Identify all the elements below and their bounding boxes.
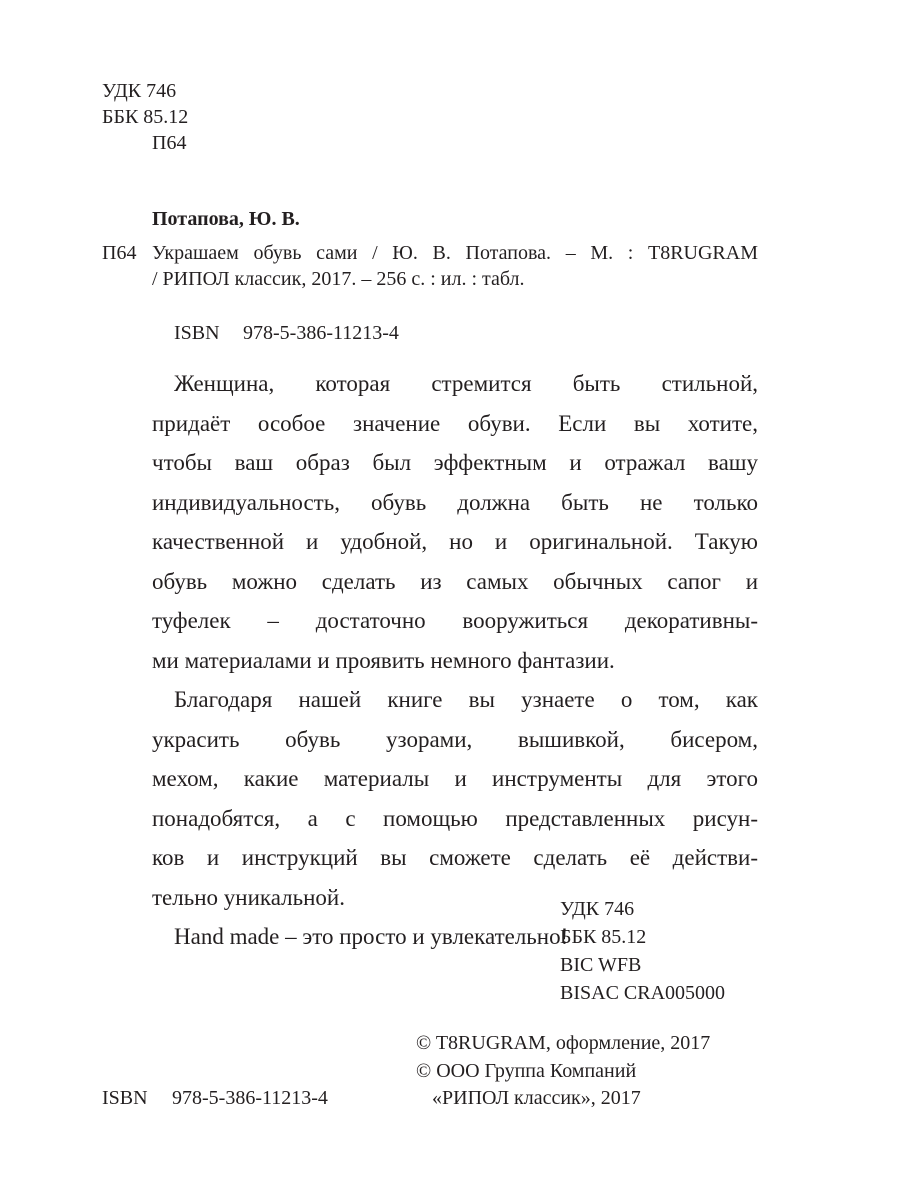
udk-code-bottom: УДК 746 [560, 898, 635, 920]
isbn-label: ISBN [174, 322, 220, 344]
bbk-code-bottom: ББК 85.12 [560, 926, 647, 948]
bibliographic-line-1: Украшаем обувь сами / Ю. В. Потапова. – М. : T8RUGRAM [152, 242, 758, 264]
annotation [152, 364, 758, 957]
author-sign-top: П64 [152, 132, 187, 154]
bibliographic-line-2: / РИПОЛ классик, 2017. – 256 с. : ил. : табл. [152, 268, 525, 290]
paragraph-2-line: ков и инструкций вы сможете сделать её действи- [152, 845, 758, 870]
isbn-number: 978-5-386-11213-4 [243, 322, 399, 344]
copyright-line-3: «РИПОЛ классик», 2017 [432, 1087, 641, 1109]
copyright-line-2: © ООО Группа Компаний [416, 1060, 637, 1082]
paragraph-1-line: придаёт особое значение обуви. Если вы хотите, [152, 410, 758, 436]
paragraph-2-line: тельно уникальной. [152, 884, 345, 910]
paragraph-1-line: ми материалами и проявить немного фантазии. [152, 647, 615, 673]
udk-code-top: УДК 746 [102, 80, 177, 102]
paragraph-2-line: понадобятся, а с помощью представленных рисун- [152, 805, 758, 831]
annotation-paragraph-1 [152, 364, 758, 680]
paragraph-1-line: качественной и удобной, но и оригинальной. Такую [152, 529, 758, 554]
paragraph-1-line: обувь можно сделать из самых обычных сапог и [152, 568, 758, 594]
annotation-paragraph-2 [152, 680, 758, 917]
annotation-paragraph-3: Hand made – это просто и увлекательно! [174, 924, 569, 949]
copyright-line-1: © T8RUGRAM, оформление, 2017 [416, 1032, 711, 1054]
paragraph-1-line: Женщина, которая стремится быть стильной, [174, 371, 758, 396]
author-name: Потапова, Ю. В. [152, 208, 300, 230]
paragraph-1-line: индивидуальность, обувь должна быть не только [152, 489, 758, 515]
paragraph-1-line: туфелек – достаточно вооружиться декоративны- [152, 608, 758, 633]
footer-isbn-number: 978-5-386-11213-4 [172, 1087, 328, 1109]
bbk-code-top: ББК 85.12 [102, 106, 189, 128]
footer-isbn-label: ISBN [102, 1087, 148, 1109]
bisac-code: BISAC CRA005000 [560, 982, 726, 1004]
paragraph-2-line: Благодаря нашей книге вы узнаете о том, как [174, 687, 758, 712]
paragraph-1-line: чтобы ваш образ был эффектным и отражал вашу [152, 450, 758, 475]
paragraph-2-line: украсить обувь узорами, вышивкой, бисером, [152, 726, 758, 752]
bic-code: BIC WFB [560, 954, 642, 976]
author-sign: П64 [102, 242, 137, 264]
paragraph-2-line: мехом, какие материалы и инструменты для этого [152, 766, 758, 791]
